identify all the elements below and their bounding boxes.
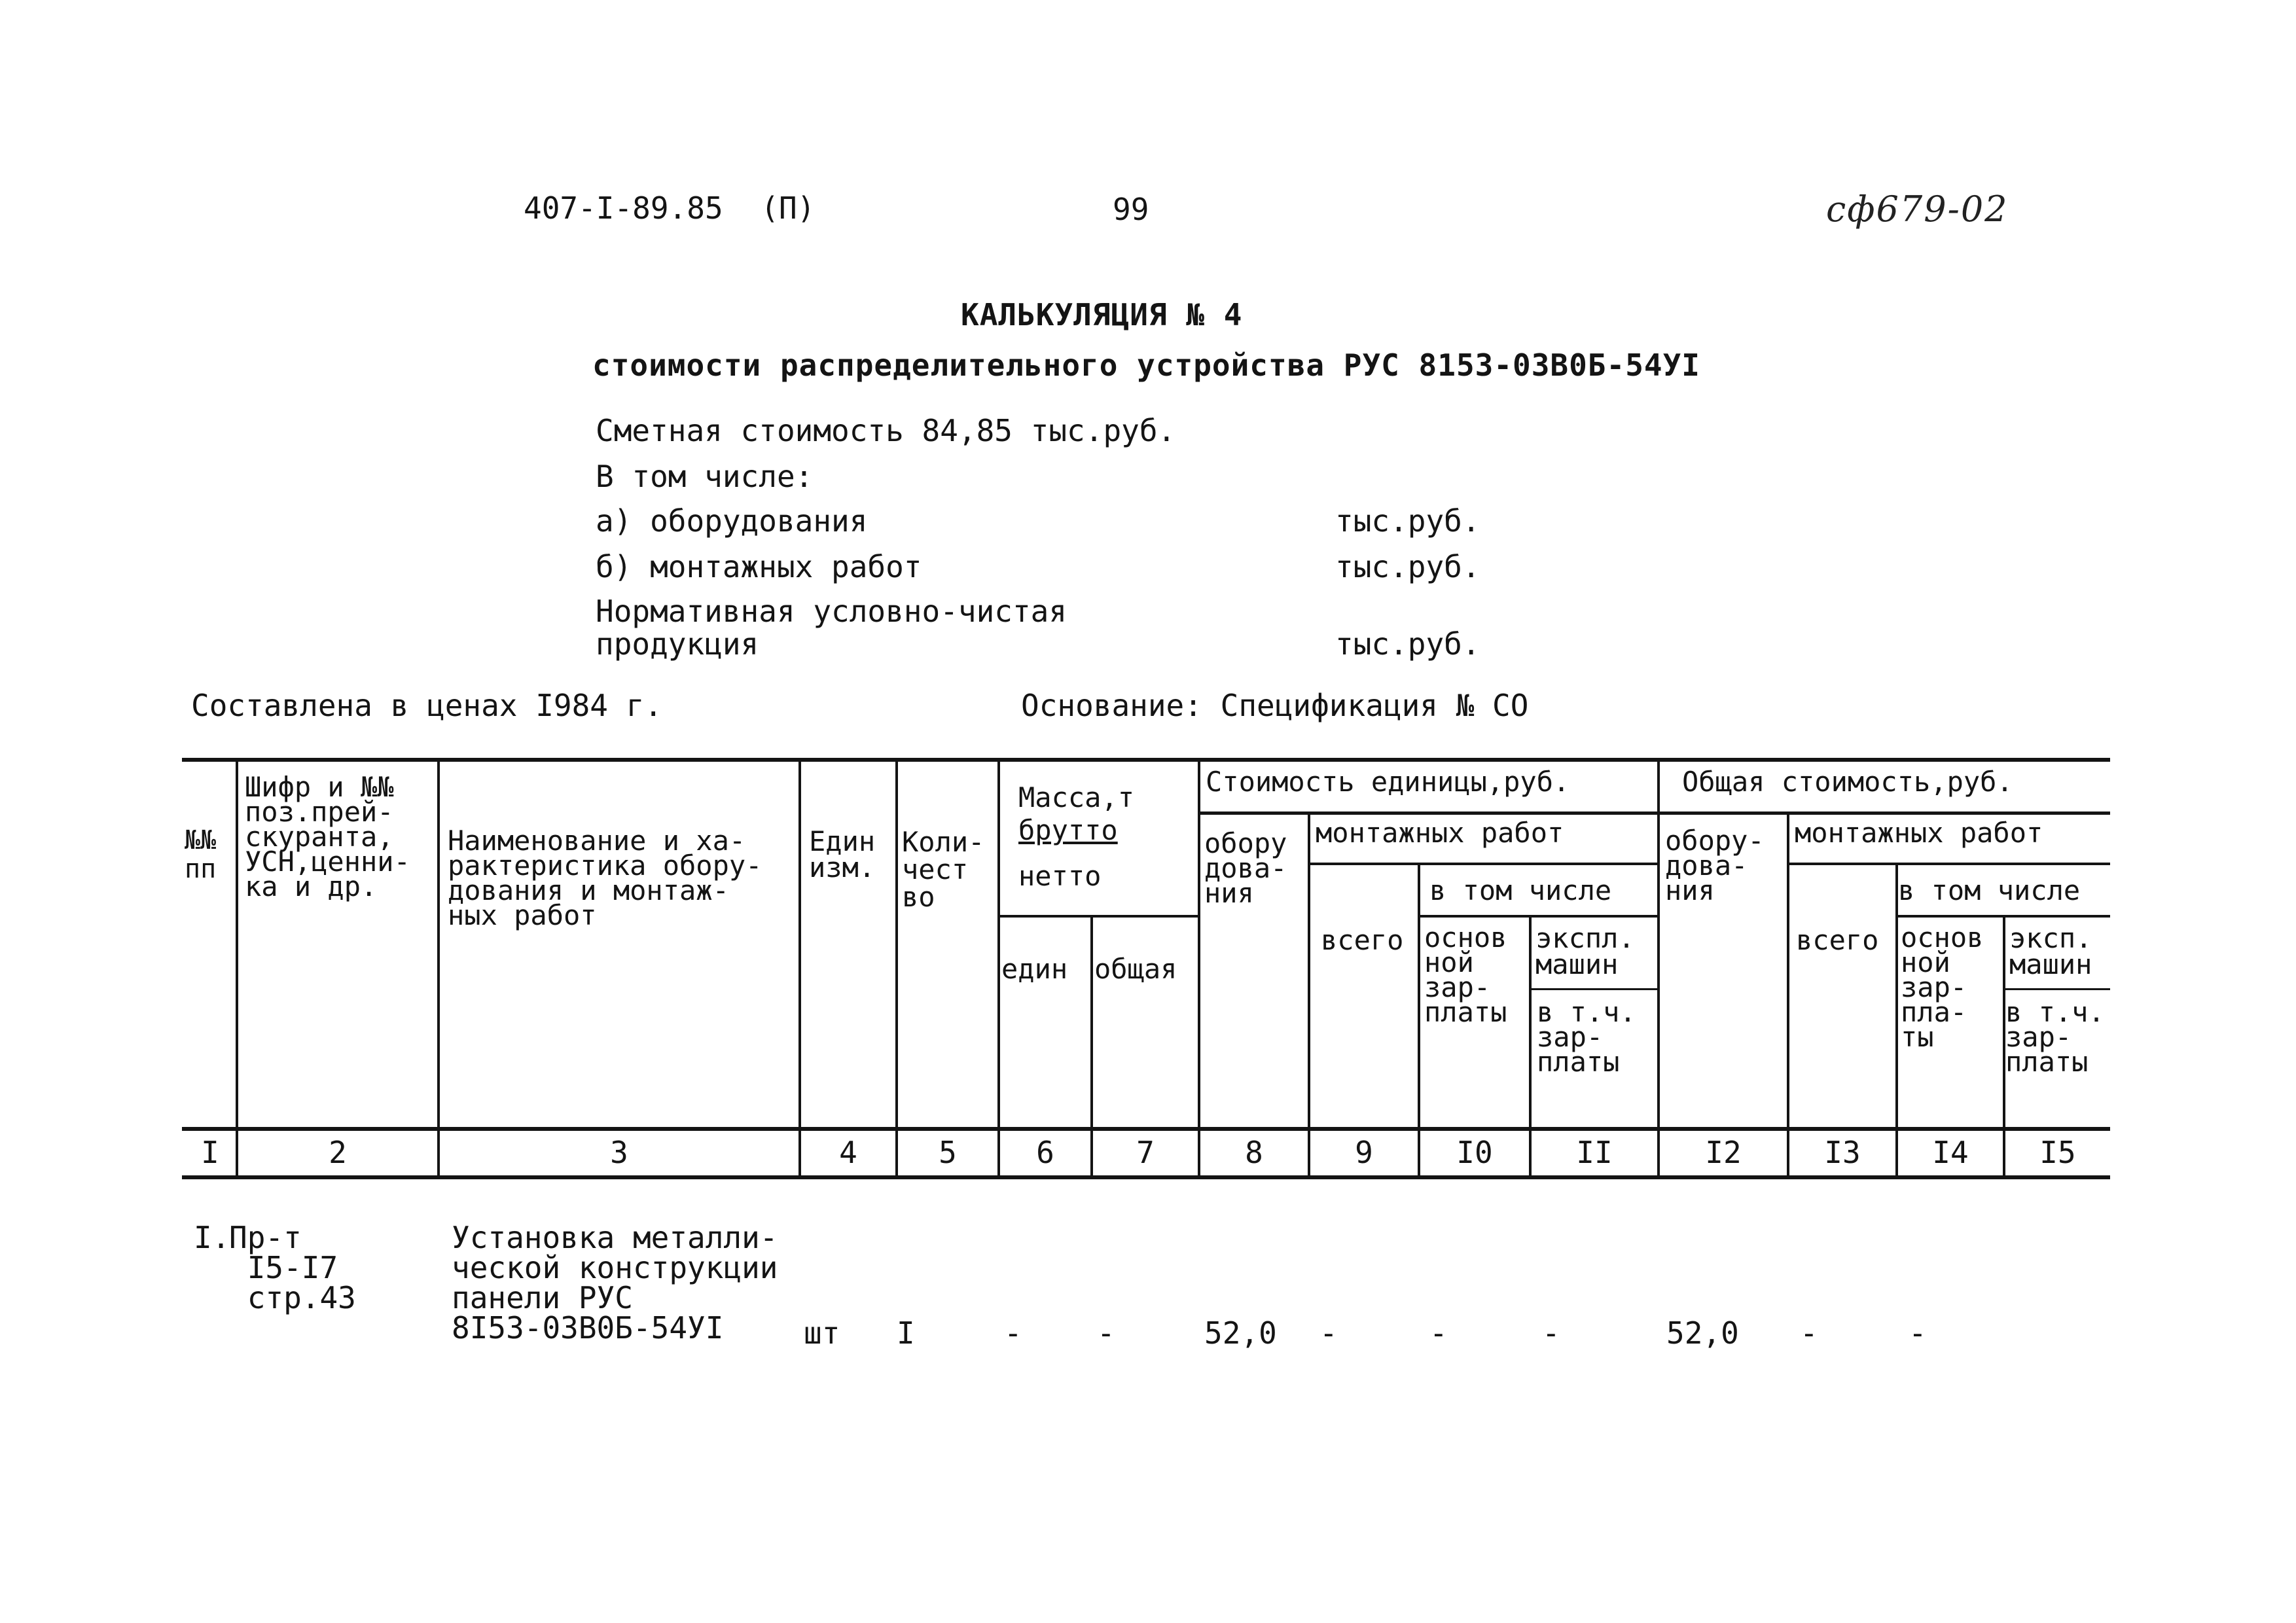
installation-cost-unit: тыс.руб. (1335, 549, 1480, 584)
header-name: Наименование и ха- рактеристика обору- дования и монтаж- ных работ (448, 825, 762, 931)
col-divider-11 (1657, 759, 1660, 1178)
header-unit-base-wage: основ ной зар- платы (1424, 921, 1507, 1028)
rule-including-1 (1419, 915, 1659, 918)
header-total-cost: Общая стоимость,руб. (1682, 766, 2013, 798)
rule-column-numbers-top (182, 1127, 2110, 1131)
column-number-5: 5 (939, 1135, 957, 1170)
column-number-15: I5 (2039, 1135, 2076, 1170)
row-unit-machines: - (1542, 1315, 1560, 1351)
handwritten-stamp: сф679-02 (1826, 188, 2009, 230)
header-total-machines-wage: в т.ч. зар- платы (2005, 996, 2105, 1078)
row-index: I. (194, 1220, 230, 1255)
table-top-border (182, 758, 2110, 762)
rule-machines-1 (1532, 988, 1659, 990)
header-mass-unit: един (1001, 953, 1068, 985)
column-number-4: 4 (839, 1135, 857, 1170)
rule-column-numbers-bottom (182, 1175, 2110, 1179)
header-mass: Масса,т (1018, 781, 1135, 813)
column-number-2: 2 (329, 1135, 347, 1170)
header-unit-machines-wage: в т.ч. зар- платы (1537, 996, 1636, 1078)
installation-cost-label: б) монтажных работ (596, 549, 922, 584)
document-code (524, 191, 815, 225)
col-divider-9 (1418, 864, 1420, 1178)
header-row-number: №№ пп (185, 825, 217, 884)
header-unit-install-total: всего (1321, 924, 1404, 956)
calculation-subtitle: стоимости распределительного устройства РУС 8153-03В0Б-54УI (592, 348, 1700, 383)
row-total-install: - (1800, 1315, 1818, 1351)
row-quantity: I (897, 1315, 915, 1351)
row-unit-equipment-cost: 52,0 (1204, 1315, 1277, 1351)
header-code: Шифр и №№ поз.прей- скуранта, УСН,ценни- ка и др. (245, 771, 410, 902)
col-divider-2 (437, 759, 440, 1178)
header-unit-including: в том числе (1429, 874, 1612, 906)
rule-install-header-1 (1309, 863, 1659, 865)
rule-install-header-2 (1789, 863, 2110, 865)
row-total-base-wage: - (1909, 1315, 1927, 1351)
header-total-base-wage: основ ной зар- пла- ты (1901, 921, 1984, 1053)
col-divider-7 (1198, 759, 1200, 1178)
net-product-label-2: продукция (596, 626, 759, 662)
row-mass-unit: - (1004, 1315, 1022, 1351)
header-unit-machines: экспл. машин (1535, 922, 1635, 980)
net-product-unit: тыс.руб. (1335, 626, 1480, 662)
column-number-1: I (201, 1135, 219, 1170)
column-number-8: 8 (1245, 1135, 1263, 1170)
col-divider-4 (895, 759, 898, 1178)
rule-unit-cost-header (1199, 812, 1659, 815)
column-number-13: I3 (1824, 1135, 1861, 1170)
document-code-suffix: (П) (761, 190, 816, 226)
row-name: Установка металли- ческой конструкции панели РУС 8I53-03В0Б-54УI (452, 1220, 778, 1346)
row-total-equipment: 52,0 (1666, 1315, 1739, 1351)
column-number-14: I4 (1932, 1135, 1969, 1170)
header-unit-install: монтажных работ (1316, 817, 1564, 849)
rule-mass-header (997, 915, 1199, 918)
column-number-9: 9 (1355, 1135, 1373, 1170)
header-total-install: монтажных работ (1795, 817, 2043, 849)
calculation-title: КАЛЬКУЛЯЦИЯ № 4 (961, 297, 1243, 332)
header-unit-cost: Стоимость единицы,руб. (1206, 766, 1570, 798)
column-number-12: I2 (1705, 1135, 1742, 1170)
header-mass-total: общая (1094, 953, 1177, 985)
header-mass-netto: нетто (1018, 860, 1102, 892)
row-unit-install-total: - (1319, 1315, 1338, 1351)
rule-total-cost-header (1659, 812, 2110, 815)
column-number-6: 6 (1036, 1135, 1054, 1170)
header-total-install-total: всего (1796, 924, 1879, 956)
header-total-machines: эксп. машин (2009, 922, 2092, 980)
row-unit: шт (804, 1315, 840, 1351)
col-divider-13 (1895, 864, 1898, 1178)
col-divider-3 (798, 759, 801, 1178)
row-code: Пр-т I5-I7 стр.43 (229, 1220, 356, 1315)
header-unit-equipment: обору дова- ния (1204, 827, 1287, 909)
row-mass-total: - (1097, 1315, 1115, 1351)
header-mass-brutto: брутто (1018, 814, 1118, 846)
header-total-including: в том числе (1898, 874, 2081, 906)
column-number-7: 7 (1136, 1135, 1155, 1170)
basis: Основание: Спецификация № СО (1021, 688, 1529, 723)
col-divider-8 (1308, 813, 1310, 1178)
equipment-cost-label: а) оборудования (596, 503, 868, 539)
column-number-3: 3 (610, 1135, 628, 1170)
header-unit: Един изм. (809, 825, 876, 883)
column-number-10: I0 (1456, 1135, 1493, 1170)
page-number: 99 (1113, 192, 1149, 227)
document-code-main: 407-I-89.85 (524, 190, 723, 226)
rule-machines-2 (2005, 988, 2110, 990)
including-label: В том числе: (596, 459, 814, 494)
header-total-equipment: обору- дова- ния (1665, 825, 1765, 906)
col-divider-5 (997, 759, 1000, 1178)
col-divider-12 (1787, 813, 1789, 1178)
header-quantity: Коли- чест во (902, 826, 985, 913)
column-number-11: II (1576, 1135, 1613, 1170)
col-divider-1 (236, 759, 238, 1178)
row-unit-base-wage: - (1429, 1315, 1448, 1351)
net-product-label-1: Нормативная условно-чистая (596, 594, 1067, 629)
prices-year: Составлена в ценах I984 г. (191, 688, 663, 723)
equipment-cost-unit: тыс.руб. (1335, 503, 1480, 539)
estimated-cost: Сметная стоимость 84,85 тыс.руб. (596, 413, 1176, 448)
